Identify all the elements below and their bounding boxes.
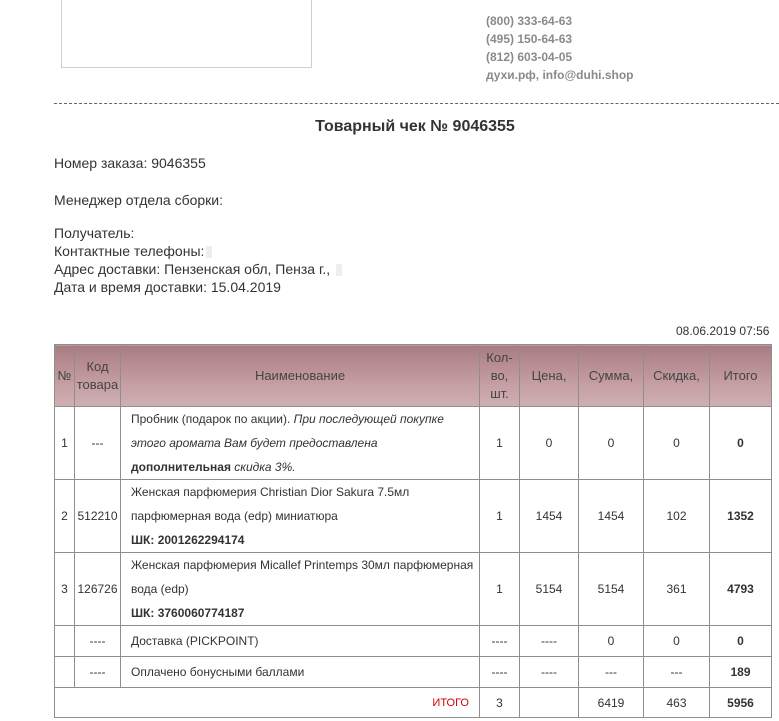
redacted-mark bbox=[206, 246, 212, 258]
cell-total: 189 bbox=[710, 657, 772, 688]
header-sum: Сумма, bbox=[579, 345, 644, 407]
item-name: Женская парфюмерия Micallef Printemps 30мл парфюмерная вода (edp) bbox=[131, 558, 474, 596]
cell-price: 5154 bbox=[520, 553, 579, 626]
cell-sum: 0 bbox=[579, 407, 644, 480]
promo-note: При последующей покупке этого аромата Вам будет предоставлена bbox=[131, 412, 444, 450]
promo-note-end: скидка 3%. bbox=[230, 460, 296, 474]
header-price: Цена, bbox=[520, 345, 579, 407]
table-row bbox=[55, 626, 772, 657]
phone-3: (812) 603-04-05 bbox=[486, 50, 573, 64]
cell-code: --- bbox=[75, 407, 121, 480]
recipient: Получатель: bbox=[54, 225, 135, 241]
phone-1: (800) 333-64-63 bbox=[486, 14, 573, 28]
cell-code: 512210 bbox=[75, 480, 121, 553]
table-row bbox=[55, 407, 772, 480]
table-total-row bbox=[55, 688, 772, 718]
cell-num bbox=[55, 626, 75, 657]
table-row bbox=[55, 657, 772, 688]
cell-sum: --- bbox=[579, 657, 644, 688]
cell-name bbox=[121, 553, 480, 626]
cell-price: 0 bbox=[520, 407, 579, 480]
web-email: духи.рф, info@duhi.shop bbox=[486, 68, 634, 82]
header-num: № bbox=[55, 345, 75, 407]
contacts-block bbox=[486, 12, 633, 84]
promo-bold: дополнительная bbox=[131, 460, 231, 474]
receipt-table bbox=[54, 344, 772, 718]
cell-name: Оплачено бонусными баллами bbox=[121, 657, 480, 688]
cell-total: 4793 bbox=[710, 553, 772, 626]
cell-qty: ---- bbox=[480, 626, 520, 657]
cell-discount: 0 bbox=[644, 626, 710, 657]
item-barcode: ШК: 2001262294174 bbox=[131, 533, 245, 547]
order-number: Номер заказа: 9046355 bbox=[54, 155, 206, 171]
item-name: Женская парфюмерия Christian Dior Sakura 7.5мл парфюмерная вода (edp) миниатюра bbox=[131, 485, 410, 523]
item-name: Пробник (подарок по акции). bbox=[131, 412, 294, 426]
cell-price: 1454 bbox=[520, 480, 579, 553]
table-header-row bbox=[55, 345, 772, 407]
cell-code: ---- bbox=[75, 626, 121, 657]
cell-sum: 1454 bbox=[579, 480, 644, 553]
cell-name bbox=[121, 480, 480, 553]
total-price bbox=[520, 688, 579, 718]
cell-sum: 0 bbox=[579, 626, 644, 657]
table-row bbox=[55, 553, 772, 626]
delivery-address-label: Адрес доставки: Пензенская обл, Пенза г., bbox=[54, 261, 335, 277]
cell-sum: 5154 bbox=[579, 553, 644, 626]
cell-num: 3 bbox=[55, 553, 75, 626]
cell-code: 126726 bbox=[75, 553, 121, 626]
cell-qty: 1 bbox=[480, 480, 520, 553]
header-code: Код товара bbox=[75, 345, 121, 407]
header-total: Итого bbox=[710, 345, 772, 407]
phone-2: (495) 150-64-63 bbox=[486, 32, 573, 46]
cell-discount: 102 bbox=[644, 480, 710, 553]
cell-discount: 361 bbox=[644, 553, 710, 626]
cell-qty: 1 bbox=[480, 407, 520, 480]
total-amount: 5956 bbox=[710, 688, 772, 718]
header-name: Наименование bbox=[121, 345, 480, 407]
header-qty: Кол-во, шт. bbox=[480, 345, 520, 407]
cell-price: ---- bbox=[520, 626, 579, 657]
delivery-address bbox=[54, 261, 342, 277]
redacted-mark bbox=[336, 264, 342, 276]
cell-total: 1352 bbox=[710, 480, 772, 553]
cell-name bbox=[121, 407, 480, 480]
cell-discount: --- bbox=[644, 657, 710, 688]
dashed-separator bbox=[54, 103, 779, 104]
assembly-manager: Менеджер отдела сборки: bbox=[54, 192, 223, 208]
total-discount: 463 bbox=[644, 688, 710, 718]
delivery-datetime: Дата и время доставки: 15.04.2019 bbox=[54, 279, 281, 295]
cell-qty: ---- bbox=[480, 657, 520, 688]
cell-code: ---- bbox=[75, 657, 121, 688]
cell-qty: 1 bbox=[480, 553, 520, 626]
contact-phones bbox=[54, 243, 212, 259]
cell-num bbox=[55, 657, 75, 688]
logo-placeholder bbox=[61, 0, 312, 68]
total-qty: 3 bbox=[480, 688, 520, 718]
header-discount: Скидка, bbox=[644, 345, 710, 407]
contact-phones-label: Контактные телефоны: bbox=[54, 243, 205, 259]
item-barcode: ШК: 3760060774187 bbox=[131, 606, 245, 620]
cell-name: Доставка (PICKPOINT) bbox=[121, 626, 480, 657]
cell-discount: 0 bbox=[644, 407, 710, 480]
cell-total: 0 bbox=[710, 407, 772, 480]
receipt-title: Товарный чек № 9046355 bbox=[315, 118, 515, 135]
table-row bbox=[55, 480, 772, 553]
cell-price: ---- bbox=[520, 657, 579, 688]
total-label: ИТОГО bbox=[55, 688, 480, 718]
print-datetime: 08.06.2019 07:56 bbox=[676, 324, 770, 338]
cell-num: 2 bbox=[55, 480, 75, 553]
cell-num: 1 bbox=[55, 407, 75, 480]
total-sum: 6419 bbox=[579, 688, 644, 718]
cell-total: 0 bbox=[710, 626, 772, 657]
